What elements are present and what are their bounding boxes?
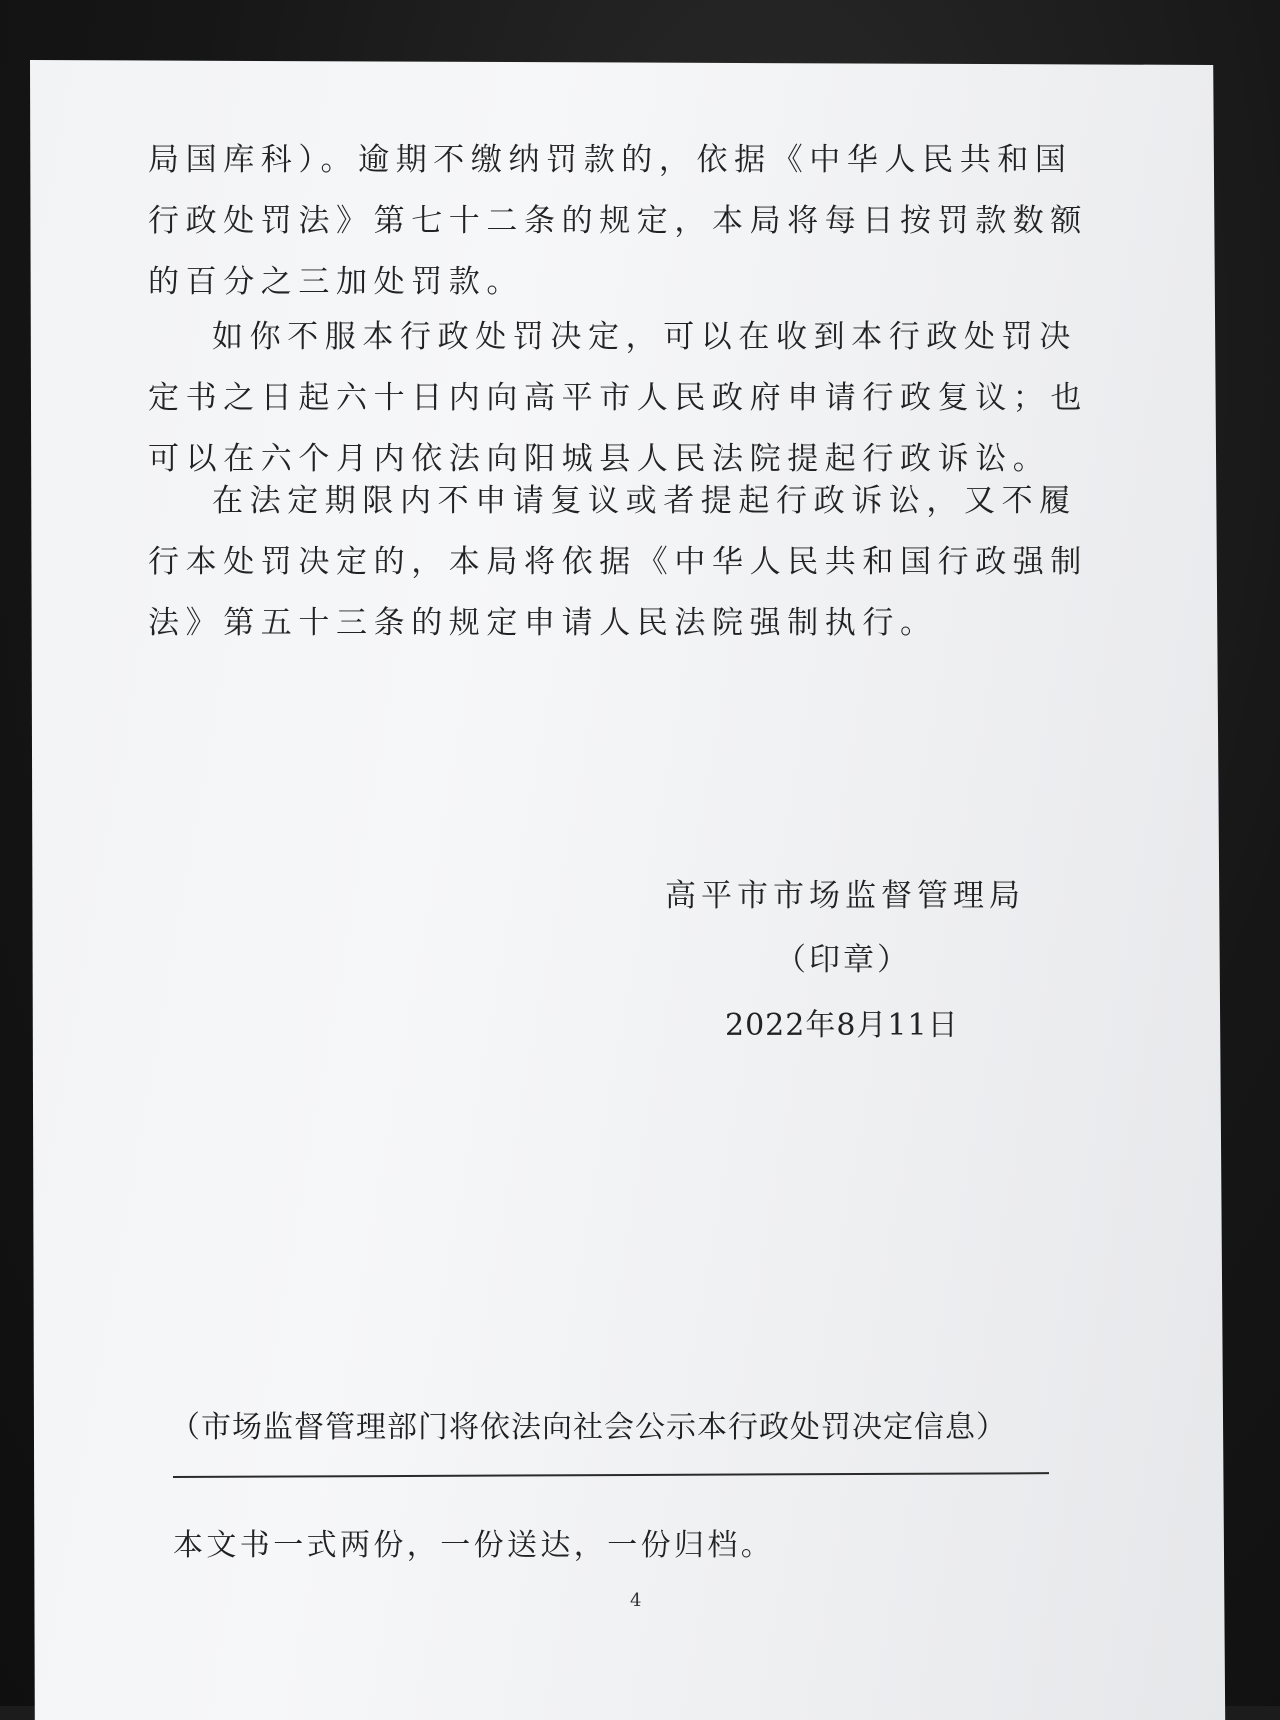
page-number: 4 <box>630 1590 642 1611</box>
paragraph-fine-payment: 局国库科）。逾期不缴纳罚款的，依据《中华人民共和国行政处罚法》第七十二条的规定，本局将每日按罚款数额的百分之三加处罚款。 <box>148 142 1088 300</box>
paragraph-appeal-rights: 如你不服本行政处罚决定，可以在收到本行政处罚决定书之日起六十日内向高平市人民政府申请行政复议；也可以在六个月内依法向阳城县人民法院提起行政诉讼。 <box>148 319 1088 477</box>
copies-note: 本文书一式两份，一份送达，一份归档。 <box>173 1528 775 1563</box>
signature-organization: 高平市市场监督管理局 <box>665 878 1025 914</box>
signature-date: 2022年8月11日 <box>725 1008 959 1043</box>
paragraph-enforcement: 在法定期限内不申请复议或者提起行政诉讼，又不履行本处罚决定的，本局将依据《中华人民共和国行政强制法》第五十三条的规定申请人民法院强制执行。 <box>148 483 1088 641</box>
public-disclosure-notice: （市场监督管理部门将依法向社会公示本行政处罚决定信息） <box>170 1410 1007 1445</box>
signature-seal: （印章） <box>775 942 911 978</box>
